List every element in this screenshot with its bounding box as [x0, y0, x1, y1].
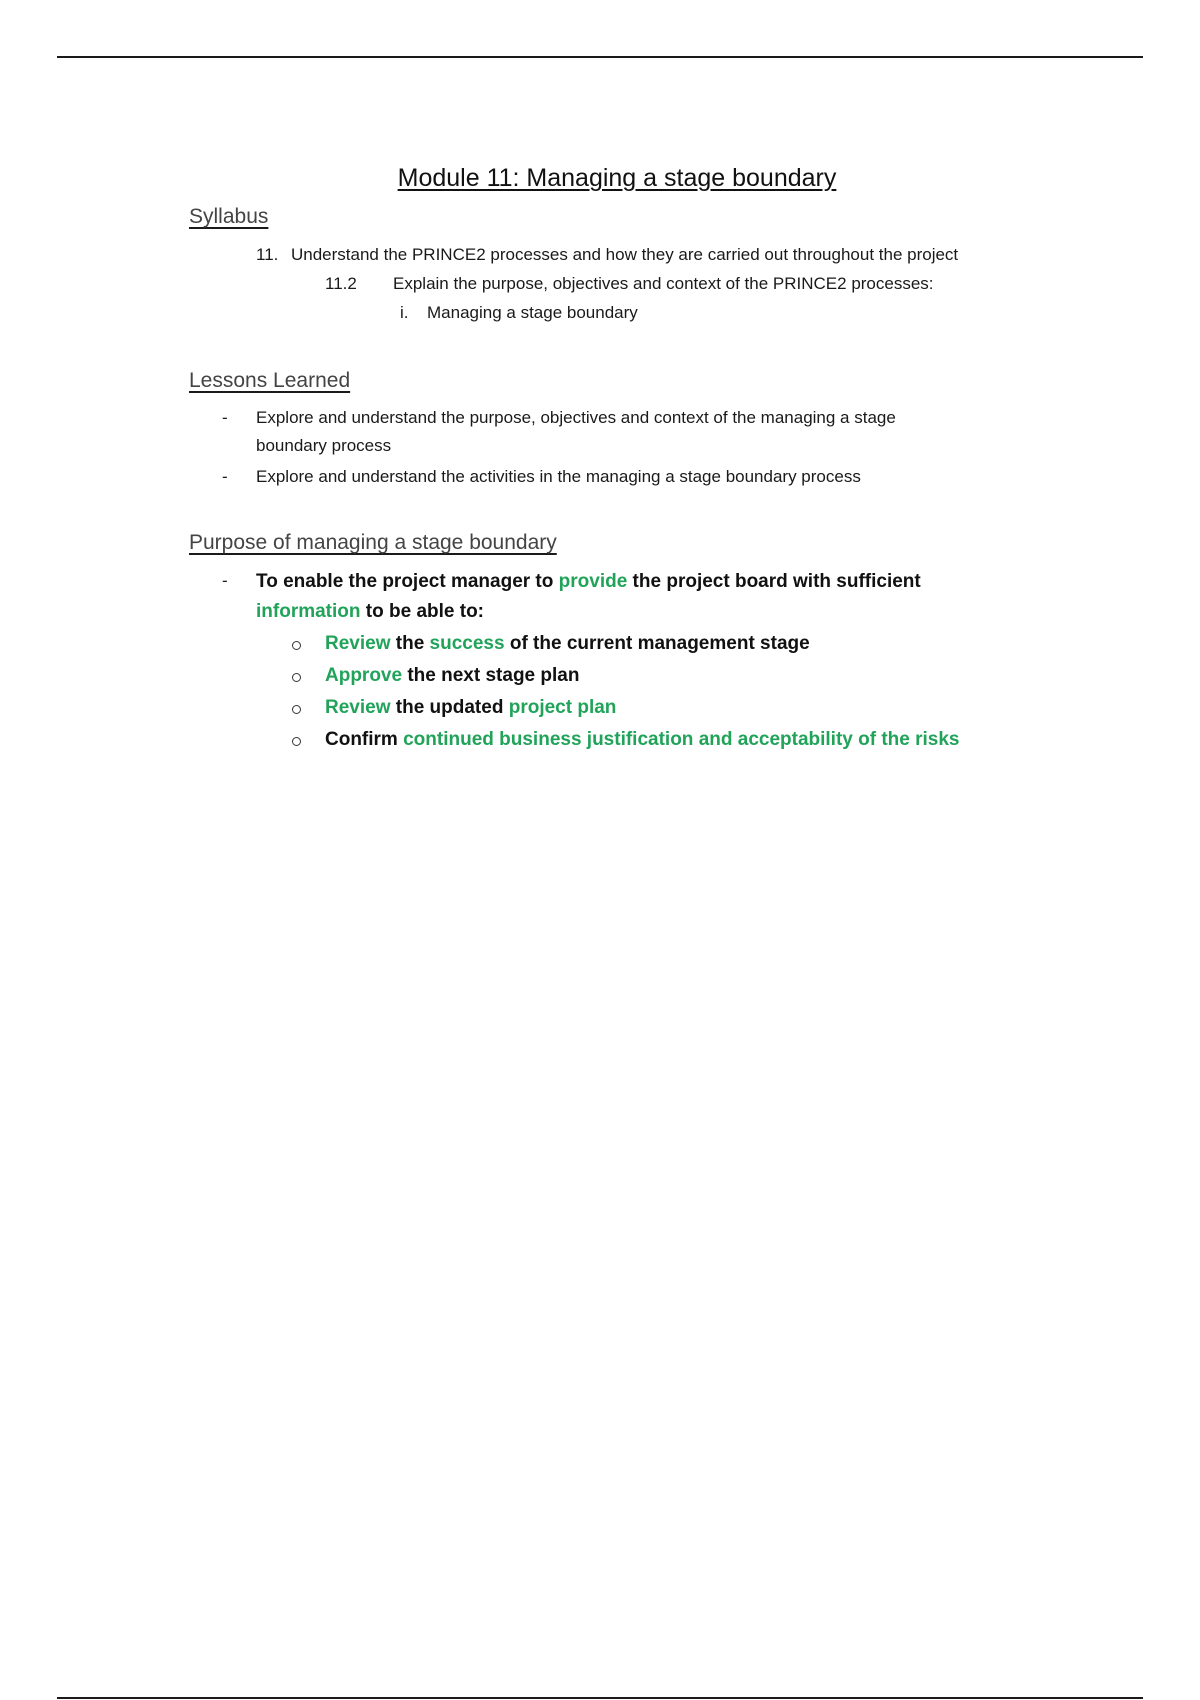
syllabus-sub-number: 11.2 — [325, 274, 357, 293]
circle-bullet-icon — [292, 641, 301, 650]
lessons-item-1-line-2: boundary process — [256, 436, 392, 455]
purpose-item-4: Confirm continued business justification and acceptability of the risks — [325, 729, 960, 750]
lessons-heading: Lessons Learned — [189, 369, 351, 392]
circle-bullet-icon — [292, 737, 301, 746]
bullet-dash: - — [222, 571, 228, 590]
syllabus-item-number: 11. — [256, 245, 279, 264]
bullet-dash: - — [222, 467, 228, 486]
purpose-item-2: Approve the next stage plan — [325, 665, 580, 686]
lessons-item-2: Explore and understand the activities in the managing a stage boundary process — [256, 467, 861, 486]
page-title: Module 11: Managing a stage boundary — [397, 164, 837, 192]
lessons-item-1-line-1: Explore and understand the purpose, objectives and context of the managing a stage — [256, 408, 896, 427]
syllabus-subsub-text: Managing a stage boundary — [427, 303, 638, 322]
purpose-intro-line-1: To enable the project manager to provide the project board with sufficient — [256, 571, 921, 592]
purpose-heading: Purpose of managing a stage boundary — [189, 531, 557, 554]
syllabus-heading: Syllabus — [189, 205, 269, 228]
syllabus-item-text: Understand the PRINCE2 processes and how they are carried out throughout the project — [291, 245, 959, 264]
syllabus-subsub-number: i. — [400, 303, 409, 322]
bottom-rule — [57, 1697, 1143, 1699]
highlight-information: information — [256, 601, 361, 622]
purpose-item-3: Review the updated project plan — [325, 697, 617, 718]
purpose-intro-line-2: information to be able to: — [256, 601, 484, 622]
highlight-provide: provide — [558, 571, 628, 592]
circle-bullet-icon — [292, 673, 301, 682]
syllabus-sub-text: Explain the purpose, objectives and context of the PRINCE2 processes: — [393, 274, 934, 293]
circle-bullet-icon — [292, 705, 301, 714]
top-rule — [57, 56, 1143, 58]
bullet-dash: - — [222, 408, 228, 427]
purpose-item-1: Review the success of the current management stage — [325, 633, 810, 654]
